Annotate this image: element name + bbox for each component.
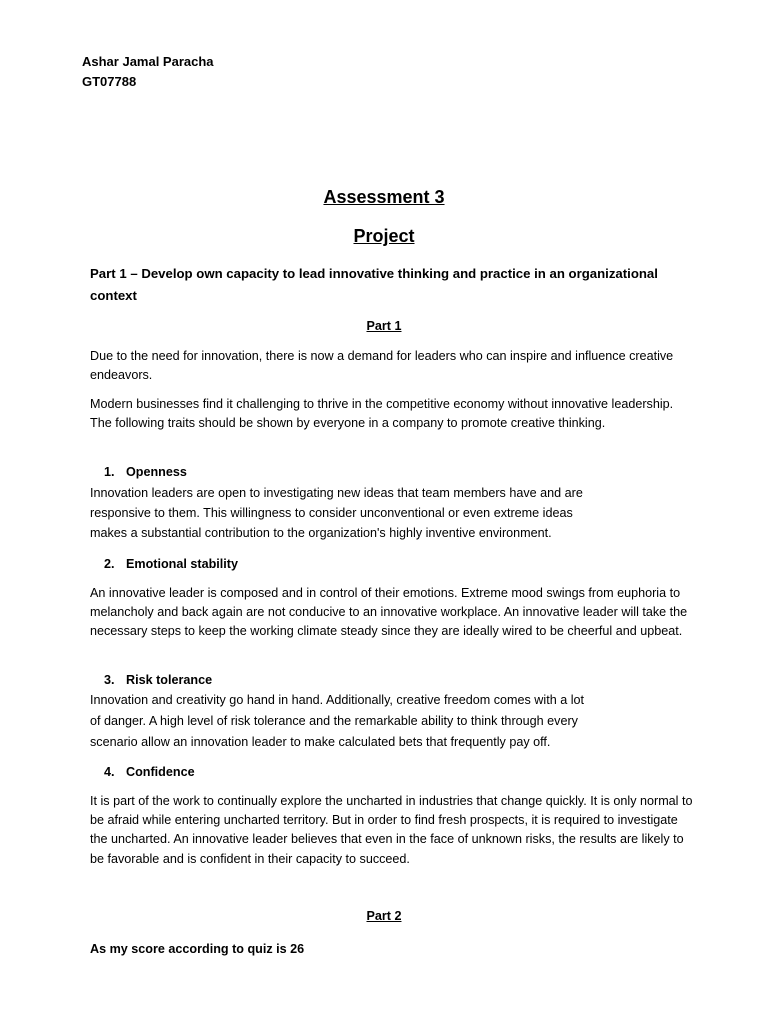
text-line: of danger. A high level of risk tolerance and the remarkable ability to think through every (90, 714, 578, 728)
author-name: Ashar Jamal Paracha (82, 54, 214, 69)
text-line: Innovation and creativity go hand in hand. Additionally, creative freedom comes with a lot (90, 693, 585, 707)
trait-name: Confidence (126, 765, 195, 779)
intro-paragraph-1: Due to the need for innovation, there is now a demand for leaders who can inspire and influence creative endeavors. (90, 349, 674, 383)
trait-number: 3. (104, 673, 115, 687)
trait-number: 4. (104, 765, 115, 779)
part1-main-heading: Part 1 – Develop own capacity to lead innovative thinking and practice in an organizational context (90, 266, 658, 303)
text-line: makes a substantial contribution to the organization's highly inventive environment. (90, 526, 552, 540)
student-id: GT07788 (82, 74, 137, 89)
part2-subheading: Part 2 (366, 909, 402, 923)
trait-name: Emotional stability (126, 557, 238, 571)
trait-emotional-stability-heading (104, 555, 238, 573)
author-block (82, 52, 214, 92)
quiz-score-text: As my score according to quiz is 26 (90, 942, 305, 956)
intro-paragraph-2: Modern businesses find it challenging to thrive in the competitive economy without innovative leadership. The following traits should be shown by everyone in a company to promote creative thinking. (90, 397, 674, 431)
trait-risk-tolerance-heading (104, 671, 212, 689)
trait-confidence-heading (104, 763, 195, 781)
trait-emotional-stability-text: An innovative leader is composed and in control of their emotions. Extreme mood swings from euphoria to melancholy and back again are not conducive to an innovative workplace. An innovative leader will take the necessary steps to keep the working climate steady since they are ideally wired to be cheerful and upbeat. (90, 586, 688, 639)
trait-number: 2. (104, 557, 115, 571)
trait-name: Openness (126, 465, 187, 479)
trait-confidence-text: It is part of the work to continually explore the uncharted in industries that change quickly. It is only normal to be afraid while entering uncharted territory. But in order to find fresh prospects, it is required to investigate the uncharted. An innovative leader believes that even in the face of unknown risks, the results are likely to be favorable and is confident in their capacity to succeed. (90, 794, 693, 866)
trait-risk-tolerance-text (90, 690, 695, 753)
assessment-title: Assessment 3 (323, 187, 445, 207)
trait-openness-text (90, 483, 695, 543)
text-line: responsive to them. This willingness to consider unconventional or even extreme ideas (90, 506, 573, 520)
text-line: scenario allow an innovation leader to make calculated bets that frequently pay off. (90, 735, 551, 749)
text-line: Innovation leaders are open to investigating new ideas that team members have and are (90, 486, 583, 500)
project-title: Project (353, 226, 415, 246)
trait-openness-heading (104, 463, 187, 481)
part1-subheading: Part 1 (366, 319, 402, 333)
trait-name: Risk tolerance (126, 673, 213, 687)
trait-number: 1. (104, 465, 115, 479)
